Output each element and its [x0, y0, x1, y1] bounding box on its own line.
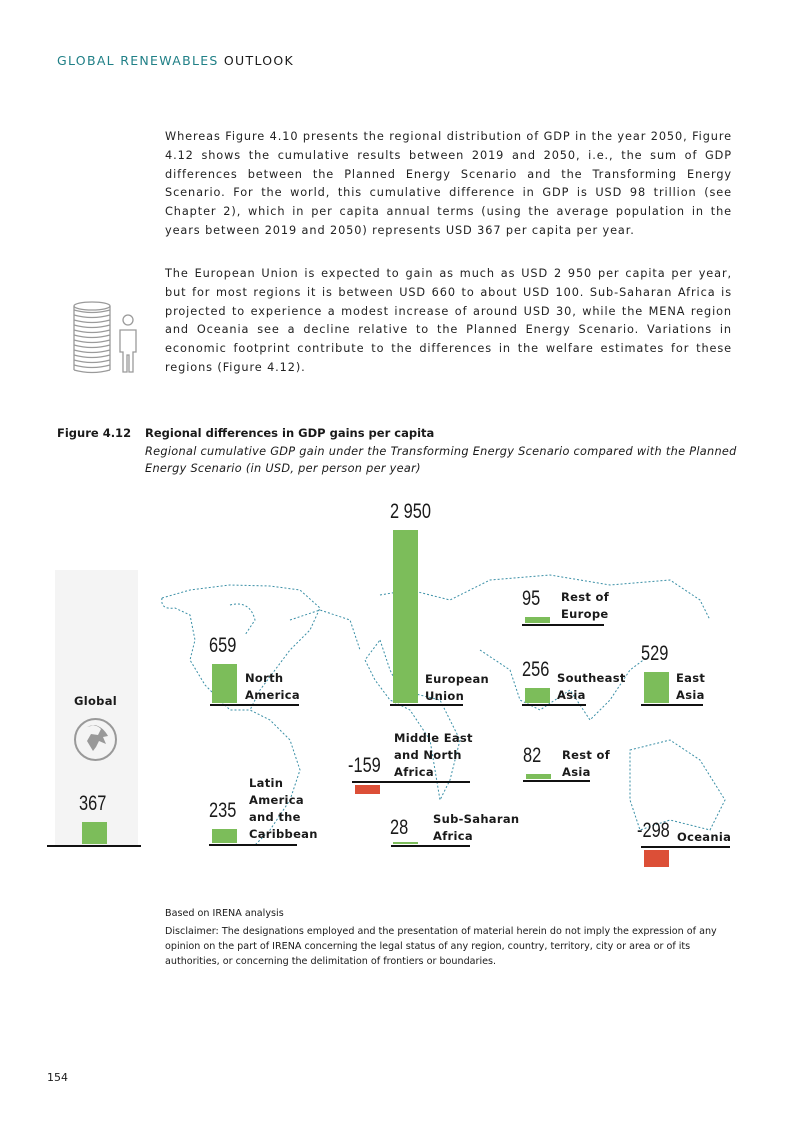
bar-mena — [355, 785, 380, 794]
label-latin-america: Latin America and the Caribbean — [249, 776, 318, 841]
value-label-na: 659 — [209, 634, 237, 658]
bar-ea — [644, 672, 669, 703]
value-label-lac: 235 — [209, 799, 237, 823]
label-sub-saharan-africa: Sub-Saharan Africa — [433, 812, 520, 843]
bar-ssa — [393, 842, 418, 844]
page-number: 154 — [47, 1071, 68, 1084]
baseline-global — [47, 845, 141, 847]
running-header: GLOBAL RENEWABLES OUTLOOK — [57, 53, 295, 68]
label-east-asia: East Asia — [676, 671, 706, 702]
bar-eu — [393, 530, 418, 703]
label-rest-of-asia: Rest of Asia — [562, 748, 611, 779]
figure-number: Figure 4.12 — [57, 426, 132, 440]
bar-roa — [526, 774, 551, 779]
baseline-latin-america — [209, 844, 297, 846]
paragraph-2: The European Union is expected to gain as much as USD 2 950 per capita per year, but for most regions it is between USD 660 to about USD 100. Sub-Saharan Africa is projected to experience a modest increase of around USD 30, while the MENA region and Oceania see a decline relative to the Planned Energy Scenario. Variations in economic footprint contribute to the differences in the welfare estimates for these regions (Figure 4.12). — [165, 267, 732, 374]
figure-subtitle: Regional cumulative GDP gain under the Transforming Energy Scenario compared with the Planned Energy Scenario (in USD, per person per year) — [145, 445, 737, 475]
value-label-ea: 529 — [641, 641, 669, 665]
baseline-oceania — [641, 846, 730, 848]
value-label-oce: -298 — [637, 819, 670, 842]
disclaimer: Disclaimer: The designations employed and the presentation of material herein do not imply the expression of any opinion on the part of IRENA concerning the legal status of any region, country, territory, city or area or of its authorities, or concerning the delimitation of frontiers or boundaries. — [165, 926, 717, 967]
bar-na — [212, 664, 237, 703]
label-southeast-asia: Southeast Asia — [557, 671, 626, 702]
value-label-global: 367 — [79, 792, 107, 816]
baseline-sub-saharan-africa — [391, 845, 470, 847]
paragraph-1: Whereas Figure 4.10 presents the regional distribution of GDP in the year 2050, Figure 4.12 shows the cumulative results between 2019 and 2050, i.e., the sum of GDP differences between the Planned Energy Scenario and the Transforming Energy Scenario. For the world, this cumulative difference in GDP is USD 98 trillion (see Chapter 2), which in per capita annual terms (using the average population in the years between 2019 and 2050) represents USD 367 per capita per year. — [165, 130, 732, 237]
figure-title: Regional differences in GDP gains per capita — [145, 426, 435, 440]
bar-sea — [525, 688, 550, 703]
label-rest-of-europe: Rest of Europe — [561, 590, 610, 621]
label-oceania: Oceania — [677, 830, 732, 844]
value-label-roe: 95 — [522, 587, 541, 611]
value-label-eu: 2 950 — [390, 500, 431, 523]
baseline-east-asia — [641, 704, 703, 706]
bar-roe — [525, 617, 550, 623]
bar-lac — [212, 829, 237, 843]
baseline-north-america — [210, 704, 299, 706]
label-mena: Middle East and North Africa — [394, 731, 473, 779]
label-global: Global — [74, 694, 118, 708]
label-north-america: North America — [245, 671, 300, 702]
globe-icon — [73, 717, 118, 762]
baseline-southeast-asia — [522, 704, 586, 706]
baseline-rest-of-europe — [522, 624, 604, 626]
value-label-ssa: 28 — [390, 816, 409, 839]
bar-global — [82, 822, 107, 844]
value-label-sea: 256 — [522, 657, 550, 681]
source-note: Based on IRENA analysis — [165, 908, 284, 919]
value-label-mena: -159 — [348, 754, 381, 777]
value-label-roa: 82 — [523, 744, 542, 768]
coins-and-person-icon — [70, 300, 142, 376]
bar-oce — [644, 850, 669, 867]
baseline-mena — [352, 781, 470, 783]
label-european-union: European Union — [425, 672, 489, 703]
